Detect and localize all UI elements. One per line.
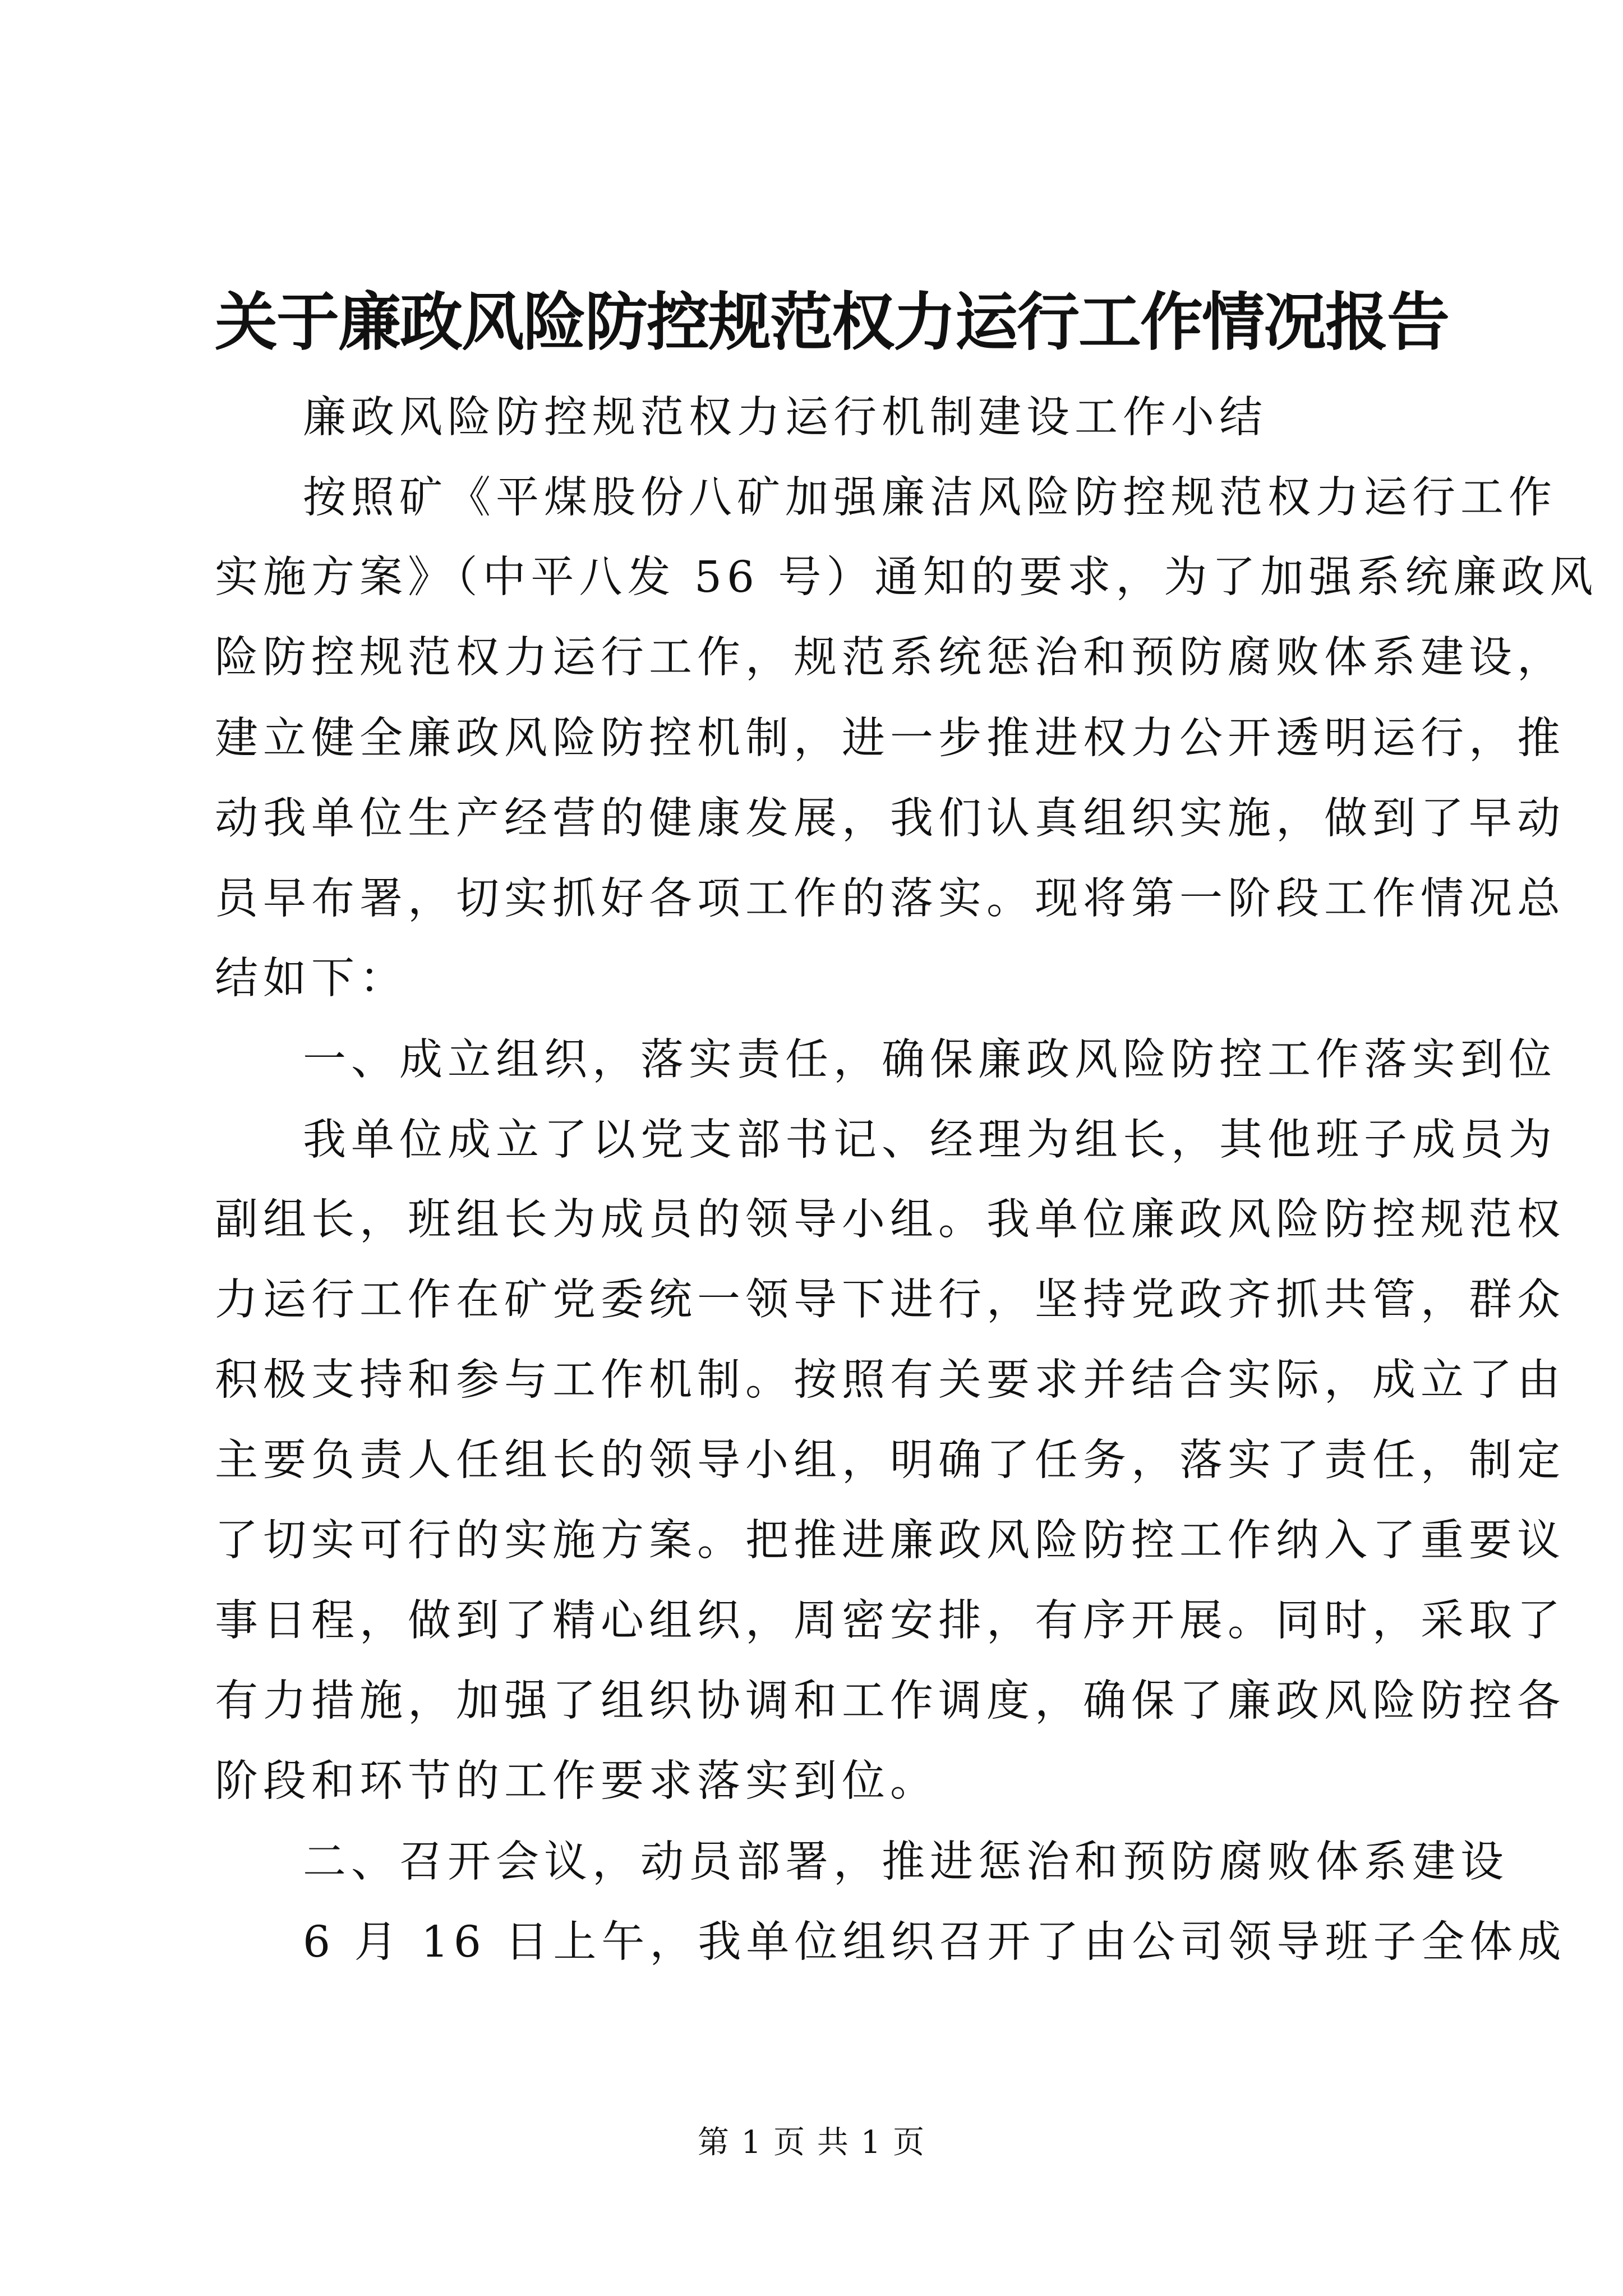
section-heading: 一、成立组织，落实责任，确保廉政风险防控工作落实到位 [303,1035,1557,1085]
paragraph-line: 积极支持和参与工作机制。按照有关要求并结合实际，成立了由 [215,1355,1565,1405]
paragraph-line: 6 月 16 日上午，我单位组织召开了由公司领导班子全体成 [303,1917,1566,1967]
document-title: 关于廉政风险防控规范权力运行工作情况报告 [215,286,1449,359]
paragraph-line: 我单位成立了以党支部书记、经理为组长，其他班子成员为 [303,1115,1557,1165]
paragraph-line: 阶段和环节的工作要求落实到位。 [215,1756,938,1806]
paragraph-line: 险防控规范权力运行工作，规范系统惩治和预防腐败体系建设， [215,633,1565,683]
paragraph-line: 按照矿《平煤股份八矿加强廉洁风险防控规范权力运行工作 [303,473,1557,523]
paragraph-line: 了切实可行的实施方案。把推进廉政风险防控工作纳入了重要议 [215,1516,1565,1566]
paragraph-line: 有力措施，加强了组织协调和工作调度，确保了廉政风险防控各 [215,1676,1565,1726]
section-heading: 二、召开会议，动员部署，推进惩治和预防腐败体系建设 [303,1837,1509,1887]
paragraph-line: 建立健全廉政风险防控机制，进一步推进权力公开透明运行，推 [215,714,1565,763]
paragraph-line: 事日程，做到了精心组织，周密安排，有序开展。同时，采取了 [215,1596,1565,1646]
paragraph-line: 动我单位生产经营的健康发展，我们认真组织实施，做到了早动 [215,794,1565,844]
paragraph-line: 力运行工作在矿党委统一领导下进行，坚持党政齐抓共管，群众 [215,1275,1565,1325]
paragraph-line: 结如下： [215,954,408,1004]
subtitle-line: 廉政风险防控规范权力运行机制建设工作小结 [303,393,1267,443]
paragraph-line: 员早布署，切实抓好各项工作的落实。现将第一阶段工作情况总 [215,874,1565,924]
paragraph-line: 实施方案》（中平八发 56 号）通知的要求，为了加强系统廉政风 [215,553,1598,602]
page-footer: 第 1 页 共 1 页 [697,2124,926,2161]
paragraph-line: 主要负责人任组长的领导小组，明确了任务，落实了责任，制定 [215,1435,1565,1485]
paragraph-line: 副组长，班组长为成员的领导小组。我单位廉政风险防控规范权 [215,1195,1565,1245]
